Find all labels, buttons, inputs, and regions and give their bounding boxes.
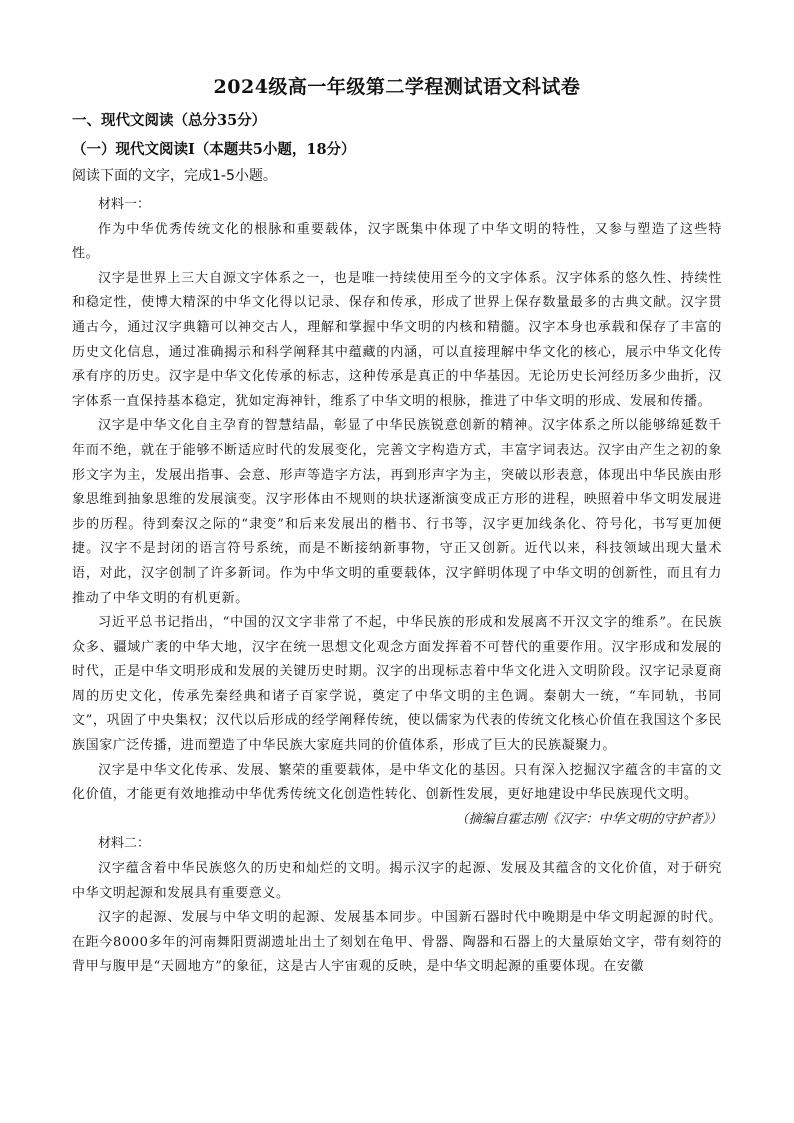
- instruction-text: 阅读下面的文字，完成1-5小题。: [72, 168, 277, 184]
- page-title: 2024级高一年级第二学程测试语文科试卷: [213, 76, 581, 98]
- material-one-label: 材料一：: [98, 197, 151, 212]
- material-one-paragraph: 汉字是中华文化自主孕育的智慧结晶，彰显了中华民族锐意创新的精神。汉字体系之所以能够绵延数千年而不绝，就在于能够不断适应时代的发展变化，完善文字构造方式，丰富字词表达。汉字由产生之初的象形文字为主，发展出指事、会意、形声等造字方法，再到形声字为主，突破以形表意，体现出中华民族由形象思维到抽象思维的发展演变。汉字形体由不规则的块状逐渐演变成正方形的进程，映照着中华文明发展进步的历程。待到秦汉之际的“隶变”和后来发展出的楷书、行书等，汉字更加线条化、符号化，书写更加便捷。汉字不是封闭的语言符号系统，而是不断接纳新事物，守正又创新。近代以来，科技领域出现大量术语，对此，汉字创制了许多新词。作为中华文明的重要载体，汉字鲜明体现了中华文明的创新性，而且有力推动了中华文明的有机更新。: [72, 418, 722, 606]
- material-one-source: （摘编自霍志刚《汉字：中华文明的守护者》）: [455, 811, 722, 827]
- material-one-paragraph: 作为中华优秀传统文化的根脉和重要载体，汉字既集中体现了中华文明的特性，又参与塑造了这些特性。: [72, 221, 722, 262]
- material-one-paragraph: 习近平总书记指出，“中国的汉文字非常了不起，中华民族的形成和发展离不开汉文字的维系”。在民族众多、疆域广袤的中华大地，汉字在统一思想文化观念方面发挥着不可替代的重要作用。汉字形成和发展的时代，正是中华文明形成和发展的关键历史时期。汉字的出现标志着中华文化进入文明阶段。汉字记录夏商周的历史文化，传承先秦经典和诸子百家学说，奠定了中华文明的主色调。秦朝大一统，“车同轨，书同文”，巩固了中央集权；汉代以后形成的经学阐释传统，使以儒家为代表的传统文化核心价值在我国这个多民族国家广泛传播，进而塑造了中华民族大家庭共同的价值体系，形成了巨大的民族凝聚力。: [72, 615, 722, 754]
- subsection-heading: （一）现代文阅读Ⅰ（本题共5小题，18分）: [72, 141, 356, 158]
- material-one-paragraph: 汉字是世界上三大自源文字体系之一，也是唯一持续使用至今的文字体系。汉字体系的悠久性、持续性和稳定性，使博大精深的中华文化得以记录、保存和传承，形成了世界上保存数量最多的古典文献。汉字贯通古今，通过汉字典籍可以神交古人，理解和掌握中华文明的内核和精髓。汉字本身也承载和保存了丰富的历史文化信息，通过准确揭示和科学阐释其中蕴藏的内涵，可以直接理解中华文化的核心，展示中华文化传承有序的历史。汉字是中华文化传承的标志，这种传承是真正的中华基因。无论历史长河经历多少曲折，汉字体系一直保持基本稳定，犹如定海神针，维系了中华文明的根脉，推进了中华文明的形成、发展和传播。: [72, 270, 722, 409]
- material-two-paragraph: 汉字蕴含着中华民族悠久的历史和灿烂的文明。揭示汉字的起源、发展及其蕴含的文化价值，对于研究中华文明起源和发展具有重要意义。: [72, 861, 722, 901]
- material-one-paragraph: 汉字是中华文化传承、发展、繁荣的重要载体，是中华文化的基因。只有深入挖掘汉字蕴含的丰富的文化价值，才能更有效地推动中华优秀传统文化创造性转化、创新性发展，更好地建设中华民族现代文明。: [72, 762, 722, 803]
- material-two-label: 材料二：: [98, 836, 151, 852]
- section-heading: 一、现代文阅读（总分35分）: [72, 112, 267, 129]
- material-two-paragraph: 汉字的起源、发展与中华文明的起源、发展基本同步。中国新石器时代中晚期是中华文明起源的时代。在距今8000多年的河南舞阳贾湖遗址出土了刻划在龟甲、骨器、陶器和石器上的大量原始文字，带有刻符的背甲与腹甲是“天圆地方”的象征，这是古人宇宙观的反映，是中华文明起源的重要体现。在安徽: [72, 910, 722, 975]
